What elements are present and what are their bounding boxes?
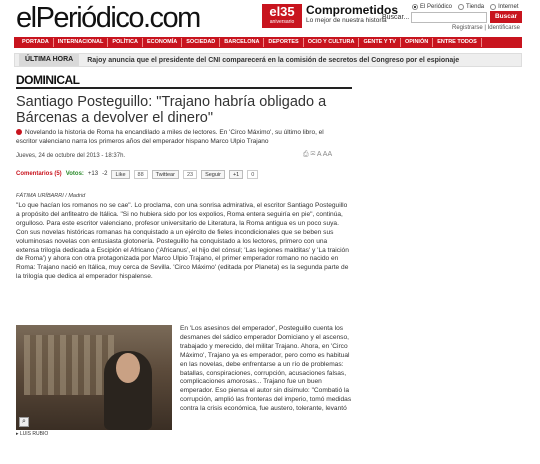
photo-ruins: [24, 335, 114, 395]
votes-down-count[interactable]: -2: [102, 171, 108, 177]
tweet-count: 23: [183, 170, 197, 179]
article-date: Jueves, 24 de octubre del 2013 - 18:37h.: [16, 153, 126, 159]
scope-radio-internet[interactable]: Internet: [490, 4, 518, 10]
article-photo[interactable]: [16, 325, 172, 430]
site-logo[interactable]: elPeriódico.com: [16, 2, 200, 34]
nav-portada[interactable]: PORTADA: [18, 38, 54, 47]
nav-deportes[interactable]: DEPORTES: [264, 38, 303, 47]
gplus-count: 0: [247, 170, 258, 179]
article-headline: Santiago Posteguillo: "Trajano habría obligado a Bárcenas a devolver el dinero": [16, 94, 327, 126]
byline: FÁTIMA URÍBARRI / Madrid: [16, 193, 86, 199]
nav-ocio-cultura[interactable]: OCIO Y CULTURA: [304, 38, 360, 47]
breaking-news-link[interactable]: Rajoy anuncia que el presidente del CNI comparecerá en la comisión de secretos del Congreso por el espionaje: [87, 56, 460, 64]
nav-gente-tv[interactable]: GENTE Y TV: [359, 38, 401, 47]
like-count: 88: [134, 170, 148, 179]
photo-face: [116, 353, 140, 383]
badge-subtitle: aniversario: [269, 19, 295, 25]
scope-radio-periodico[interactable]: El Periódico: [412, 4, 452, 10]
anniversary-badge[interactable]: [262, 4, 302, 28]
promo-title: Comprometidos: [306, 3, 399, 17]
article-tools[interactable]: ⎙ ✉ A AA: [303, 151, 333, 158]
nav-opinion[interactable]: OPINIÓN: [401, 38, 433, 47]
bullet-icon: [16, 129, 22, 135]
comments-link[interactable]: Comentarios (5): [16, 171, 62, 177]
article-lede: [16, 128, 346, 146]
social-bar: [16, 168, 352, 180]
main-nav: [14, 37, 522, 48]
votes-up-count[interactable]: +13: [87, 171, 99, 177]
lede-text: Novelando la historia de Roma ha encandilado a miles de lectores. En 'Circo Máximo', su último libro, el escritor valenciano narra los primeros años del emperador hispano Marco Ulpio Trajano: [16, 129, 324, 145]
nav-barcelona[interactable]: BARCELONA: [220, 38, 264, 47]
radio-icon: [490, 4, 496, 10]
gplus-button[interactable]: +1: [229, 170, 243, 179]
nav-economia[interactable]: ECONOMÍA: [143, 38, 182, 47]
search-input[interactable]: [411, 12, 487, 23]
nav-entre-todos[interactable]: ENTRE TODOS: [433, 38, 482, 47]
breaking-news-tag: ÚLTIMA HORA: [19, 54, 79, 66]
article-paragraph-2: En 'Los asesinos del emperador', Posteguillo cuenta los desmanes del sádico emperador Domiciano y el ascenso, trabajado y merecido, del militar Trajano. Ahora, en 'Circo Máximo', Trajano ya es emperador, pero como es habitual en las novelas, debe enfrentarse a un río de problemas: batallas, conspiraciones, corrupción, acusaciones falsas, complicaciones amorosas... Trajano fue un buen emperador. Eso piensa el autor sin disimulo: "Combatió la corrupción, amplió las fronteras del imperio, tomó medidas contra la crisis económica, fue austero, tolerante, levantó: [180, 325, 352, 413]
votes-label: Votos:: [65, 171, 84, 177]
search-button[interactable]: Buscar: [490, 11, 522, 23]
badge-number: el35: [269, 4, 295, 19]
twitter-button[interactable]: Twittear: [152, 170, 179, 179]
account-links[interactable]: Registrarse | Identificarse: [452, 25, 520, 31]
follow-button[interactable]: Seguir: [201, 170, 225, 179]
search-label: Buscar...: [382, 14, 410, 21]
radio-icon: [458, 4, 464, 10]
zoom-icon[interactable]: ⌕: [19, 417, 29, 427]
scope-radio-tienda[interactable]: Tienda: [458, 4, 484, 10]
nav-sociedad[interactable]: SOCIEDAD: [182, 38, 220, 47]
site-header: [0, 0, 540, 36]
article-paragraph-1: "Lo que hacían los romanos no se cae". Lo proclama, con una sonrisa admirativa, el escritor Santiago Posteguillo a propósito del anfiteatro de Itálica. "Si no hubiera sido por los expolios, Roma entera seguiría en pie", continúa, orgulloso. Para este escritor valenciano, profesor universitario de Literatura, la Roma antigua es un poco suya. Con sus novelas históricas romanas ha conquistado a un ejército de fieles incondicionales que se beben sus voluminosas novelas con entusiasta glotonería. Posteguillo ha conquistado a los lectores, primero con una extensa trilogía dedicada a Escipión el Africano ('Africanus', el hijo del cónsul; 'Las legiones malditas' y 'La traición de Roma') y ahora con otra protagonizada por Marco Ulpio Trajano, el primer emperador romano no nacido en Roma: Trajano nació en Itálica, muy cerca de Sevilla. 'Circo Máximo' (editada por Planeta) es la segunda parte de la trilogía que dedica al emperador hispalense.: [16, 202, 349, 281]
section-title[interactable]: DOMINICAL: [16, 73, 80, 87]
nav-politica[interactable]: POLÍTICA: [108, 38, 143, 47]
radio-selected-icon: [412, 4, 418, 10]
facebook-like-button[interactable]: Like: [111, 170, 129, 179]
breaking-news-bar: [14, 53, 522, 67]
section-divider: [16, 87, 352, 89]
promo-subtitle: Lo mejor de nuestra historia: [306, 17, 387, 24]
search-scope: [412, 4, 519, 10]
nav-internacional[interactable]: INTERNACIONAL: [54, 38, 109, 47]
photo-caption: ▸ LUIS RUBIO: [16, 431, 49, 437]
